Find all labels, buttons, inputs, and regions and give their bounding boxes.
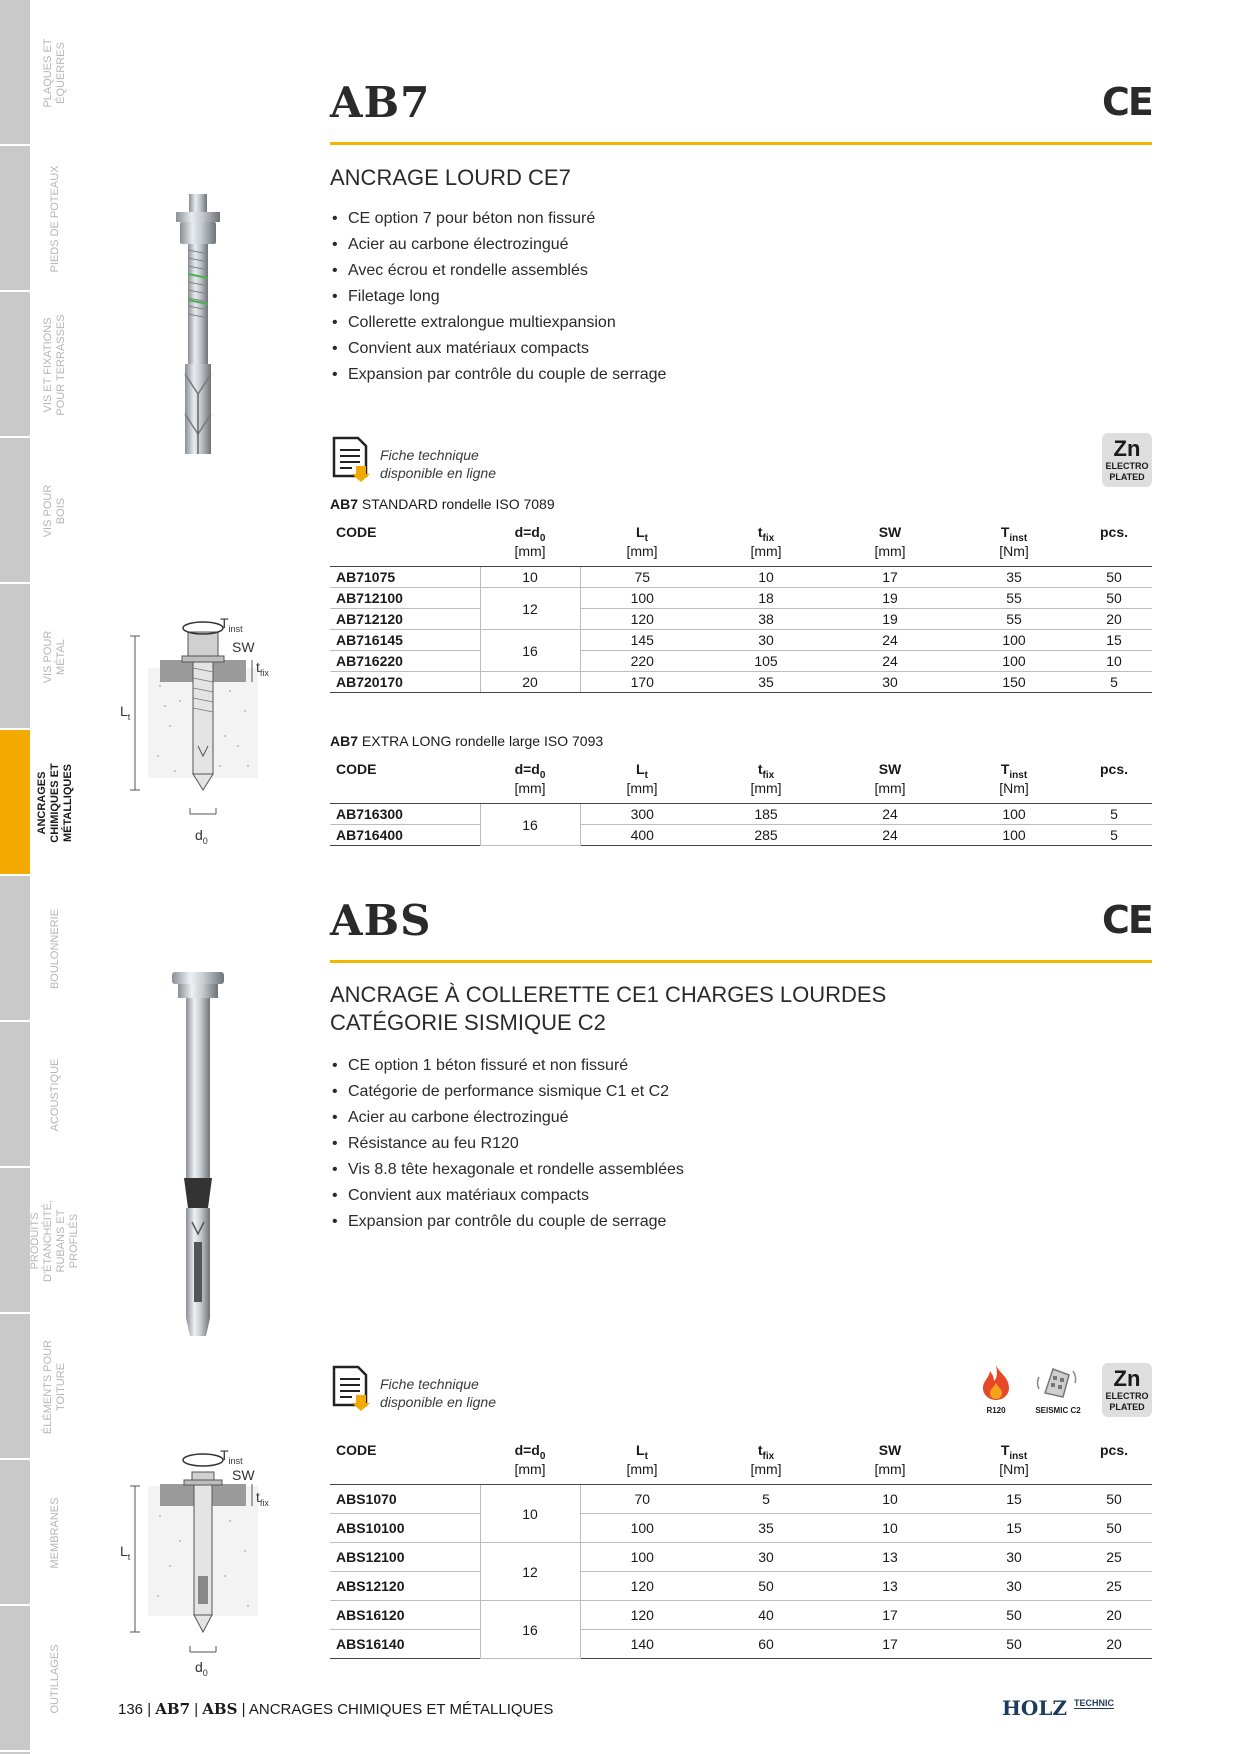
product-code: AB71075 [330, 567, 480, 588]
page-footer [118, 1700, 553, 1718]
category-tab[interactable] [0, 584, 30, 730]
sw-cell: 30 [828, 672, 952, 693]
feature-item: • Catégorie de performance sismique C1 et C2 [332, 1079, 684, 1105]
lt-cell: 75 [580, 567, 704, 588]
ab7-installation-diagram [120, 606, 290, 856]
category-tab-label: PIEDS DE POTEAUX [48, 165, 61, 273]
column-header: $T_{inst}$ [Nm] [952, 522, 1076, 567]
section-rule [330, 960, 1152, 963]
d0-label: $d_0$ [195, 827, 208, 846]
product-code: ABS1070 [330, 1485, 480, 1514]
tfix-cell: 38 [704, 609, 828, 630]
page-number: 136 [118, 1701, 144, 1718]
column-header: $L_t$ [mm] [580, 1440, 704, 1485]
footer-section: ANCRAGES CHIMIQUES ET MÉTALLIQUES [248, 1701, 554, 1718]
column-header: $t_{fix}$ [mm] [704, 522, 828, 567]
tinst-cell: 100 [952, 825, 1076, 846]
abs-table [330, 1440, 1152, 1659]
column-header: CODE [330, 522, 480, 567]
ce-mark: CE [1102, 80, 1152, 124]
diameter-cell: 10 [480, 567, 580, 588]
lt-cell: 70 [580, 1485, 704, 1514]
sheet-text [380, 446, 540, 482]
tinst-cell: 100 [952, 651, 1076, 672]
ab7-standard-table [330, 522, 1152, 693]
category-tab-label: MEMBRANES [48, 1497, 61, 1569]
brand-logo [1002, 1696, 1114, 1720]
pcs-cell: 50 [1076, 1485, 1152, 1514]
fire-resistance-icon [976, 1363, 1016, 1415]
table-row [330, 825, 1152, 846]
sw-cell: 10 [828, 1514, 952, 1543]
separator: | [147, 1701, 152, 1718]
r120-label: R120 [986, 1406, 1006, 1415]
diameter-cell: 16 [480, 1601, 580, 1659]
tfix-cell: 5 [704, 1485, 828, 1514]
category-tab-label: PRODUITS D'ÉTANCHÉITÉ, RUBANS ET PROFILÉS [29, 1200, 80, 1282]
pcs-cell: 20 [1076, 1630, 1152, 1659]
column-header: SW [mm] [828, 1440, 952, 1485]
table-row [330, 567, 1152, 588]
lt-cell: 300 [580, 804, 704, 825]
product-code: ABS12120 [330, 1572, 480, 1601]
table-row [330, 1485, 1152, 1514]
pcs-cell: 25 [1076, 1543, 1152, 1572]
lt-cell: 100 [580, 588, 704, 609]
table-row [330, 1572, 1152, 1601]
column-header: CODE [330, 1440, 480, 1485]
sw-cell: 24 [828, 630, 952, 651]
category-tab[interactable] [0, 1022, 30, 1168]
diameter-cell: 10 [480, 1485, 580, 1543]
product-code: AB716300 [330, 804, 480, 825]
ab7-product-image [168, 194, 228, 460]
pcs-cell: 20 [1076, 1601, 1152, 1630]
ab7-title: AB7 [330, 78, 431, 127]
category-tab-label: ÉLÉMENTS POUR TOITURE [42, 1339, 67, 1435]
feature-item: • Acier au carbone électrozingué [332, 1105, 684, 1131]
pcs-cell: 5 [1076, 804, 1152, 825]
tinst-cell: 50 [952, 1630, 1076, 1659]
product-code: AB716400 [330, 825, 480, 846]
ab7-technical-sheet[interactable] [330, 436, 496, 487]
tinst-cell: 150 [952, 672, 1076, 693]
tinst-cell: 30 [952, 1572, 1076, 1601]
document-download-icon [330, 436, 372, 482]
abs-subtitle-line-1: ANCRAGE À COLLERETTE CE1 CHARGES LOURDES [330, 982, 887, 1007]
category-tab[interactable] [0, 438, 30, 584]
sw-cell: 24 [828, 825, 952, 846]
category-sidebar [0, 0, 30, 1754]
product-code: AB716220 [330, 651, 480, 672]
separator: | [194, 1701, 199, 1718]
pcs-cell: 25 [1076, 1572, 1152, 1601]
feature-item: • Vis 8.8 tête hexagonale et rondelle assemblées [332, 1157, 684, 1183]
product-code: AB716145 [330, 630, 480, 651]
column-header: $t_{fix}$ [mm] [704, 759, 828, 804]
column-header: pcs. [1076, 1440, 1152, 1485]
feature-item: • Filetage long [332, 284, 666, 310]
sw-cell: 24 [828, 804, 952, 825]
abs-subtitle-line-2: CATÉGORIE SISMIQUE C2 [330, 1010, 606, 1035]
product-code: AB720170 [330, 672, 480, 693]
feature-item: • Expansion par contrôle du couple de serrage [332, 1209, 684, 1235]
sw-cell: 10 [828, 1485, 952, 1514]
tinst-cell: 15 [952, 1485, 1076, 1514]
brand-name: HOLZ [1002, 1696, 1067, 1720]
category-tab[interactable] [0, 1314, 30, 1460]
column-header: SW [mm] [828, 759, 952, 804]
lt-label: $L_t$ [120, 703, 131, 722]
lt-cell: 120 [580, 1601, 704, 1630]
category-tab[interactable] [0, 146, 30, 292]
tfix-cell: 40 [704, 1601, 828, 1630]
tfix-cell: 35 [704, 672, 828, 693]
flame-icon [979, 1363, 1013, 1401]
lt-cell: 100 [580, 1543, 704, 1572]
ab7-subtitle: ANCRAGE LOURD CE7 [330, 165, 571, 190]
t-inst-label: $T_{inst}$ [220, 1447, 243, 1466]
feature-item: • Convient aux matériaux compacts [332, 1183, 684, 1209]
lt-cell: 140 [580, 1630, 704, 1659]
product-code: ABS10100 [330, 1514, 480, 1543]
sw-cell: 17 [828, 1630, 952, 1659]
sw-cell: 13 [828, 1572, 952, 1601]
product-code: AB712120 [330, 609, 480, 630]
sheet-line-2: disponible en ligne [380, 1394, 496, 1410]
pcs-cell: 20 [1076, 609, 1152, 630]
tfix-cell: 185 [704, 804, 828, 825]
tfix-cell: 18 [704, 588, 828, 609]
tinst-cell: 55 [952, 588, 1076, 609]
diameter-cell: 16 [480, 804, 580, 846]
column-header: $T_{inst}$ [Nm] [952, 759, 1076, 804]
section-rule [330, 142, 1152, 145]
diameter-cell: 12 [480, 1543, 580, 1601]
category-tab[interactable] [0, 730, 30, 876]
tinst-cell: 35 [952, 567, 1076, 588]
ab7-features-list [332, 206, 666, 388]
feature-item: • Avec écrou et rondelle assemblés [332, 258, 666, 284]
abs-features-list [332, 1053, 684, 1235]
sheet-line-2: disponible en ligne [380, 465, 496, 481]
sw-cell: 17 [828, 567, 952, 588]
seismic-c2-label: SEISMIC C2 [1035, 1406, 1081, 1415]
tfix-cell: 105 [704, 651, 828, 672]
pcs-cell: 10 [1076, 651, 1152, 672]
lt-label: $L_t$ [120, 1543, 131, 1562]
ab7-extralong-label: AB7 EXTRA LONG rondelle large ISO 7093 [330, 733, 604, 749]
lt-cell: 220 [580, 651, 704, 672]
feature-item: • Expansion par contrôle du couple de serrage [332, 362, 666, 388]
lt-cell: 120 [580, 1572, 704, 1601]
category-tab-label: VIS ET FIXATIONS POUR TERRASSES [42, 314, 67, 416]
abs-technical-sheet[interactable] [330, 1365, 496, 1416]
feature-item: • Collerette extralongue multiexpansion [332, 310, 666, 336]
column-header: SW [mm] [828, 522, 952, 567]
product-code: ABS16120 [330, 1601, 480, 1630]
sw-cell: 19 [828, 609, 952, 630]
sw-cell: 17 [828, 1601, 952, 1630]
category-tab-label: VIS POUR MÉTAL [42, 630, 67, 684]
table-row [330, 651, 1152, 672]
sheet-text [380, 1375, 540, 1411]
lt-cell: 145 [580, 630, 704, 651]
category-tab[interactable] [0, 876, 30, 1022]
seismic-building-icon [1035, 1363, 1081, 1401]
abs-product-image [168, 972, 228, 1352]
separator: | [241, 1701, 246, 1718]
sw-cell: 13 [828, 1543, 952, 1572]
pcs-cell: 50 [1076, 588, 1152, 609]
lt-cell: 400 [580, 825, 704, 846]
category-tab-label: BOULONNERIE [48, 908, 61, 990]
pcs-cell: 5 [1076, 672, 1152, 693]
brand-suffix: TECHNIC [1074, 1698, 1114, 1708]
pcs-cell: 5 [1076, 825, 1152, 846]
sw-cell: 19 [828, 588, 952, 609]
category-tab[interactable] [0, 1606, 30, 1752]
tfix-cell: 285 [704, 825, 828, 846]
category-tab[interactable] [0, 0, 30, 146]
column-header: $L_t$ [mm] [580, 759, 704, 804]
column-header: $L_t$ [mm] [580, 522, 704, 567]
diameter-cell: 16 [480, 630, 580, 672]
tfix-cell: 30 [704, 630, 828, 651]
category-tab[interactable] [0, 292, 30, 438]
product-code: ABS16140 [330, 1630, 480, 1659]
tinst-cell: 50 [952, 1601, 1076, 1630]
tinst-cell: 15 [952, 1514, 1076, 1543]
d0-label: $d_0$ [195, 1659, 208, 1678]
feature-item: • CE option 7 pour béton non fissuré [332, 206, 666, 232]
diameter-cell: 12 [480, 588, 580, 630]
t-fix-label: $t_{fix}$ [256, 659, 269, 678]
table-row [330, 804, 1152, 825]
feature-item: • CE option 1 béton fissuré et non fissuré [332, 1053, 684, 1079]
lt-cell: 170 [580, 672, 704, 693]
document-download-icon [330, 1365, 372, 1411]
pcs-cell: 50 [1076, 567, 1152, 588]
abs-subtitle [330, 981, 886, 1037]
ce-mark: CE [1102, 898, 1152, 942]
abs-installation-diagram [120, 1446, 290, 1696]
tinst-cell: 55 [952, 609, 1076, 630]
sheet-line-1: Fiche technique [380, 1376, 479, 1392]
lt-cell: 100 [580, 1514, 704, 1543]
t-inst-label: $T_{inst}$ [220, 615, 243, 634]
column-header: $d=d_0$ [mm] [480, 522, 580, 567]
pcs-cell: 50 [1076, 1514, 1152, 1543]
column-header: $d=d_0$ [mm] [480, 1440, 580, 1485]
sw-cell: 24 [828, 651, 952, 672]
category-tab-label: ANCRAGES CHIMIQUES ET MÉTALLIQUES [35, 763, 74, 843]
table-row [330, 630, 1152, 651]
category-tab-label: PLAQUES ET ÉQUERRES [42, 38, 67, 108]
ab7-extralong-table [330, 759, 1152, 846]
sw-label: SW [232, 1467, 255, 1483]
pcs-cell: 15 [1076, 630, 1152, 651]
feature-item: • Acier au carbone électrozingué [332, 232, 666, 258]
tinst-cell: 30 [952, 1543, 1076, 1572]
tfix-cell: 30 [704, 1543, 828, 1572]
tfix-cell: 50 [704, 1572, 828, 1601]
feature-item: • Convient aux matériaux compacts [332, 336, 666, 362]
column-header: pcs. [1076, 522, 1152, 567]
seismic-icon [1030, 1363, 1086, 1415]
column-header: $d=d_0$ [mm] [480, 759, 580, 804]
category-tab-label: VIS POUR BOIS [42, 484, 67, 538]
column-header: pcs. [1076, 759, 1152, 804]
category-tab-label: OUTILLAGES [48, 1644, 61, 1714]
column-header: CODE [330, 759, 480, 804]
ab7-standard-label: AB7 STANDARD rondelle ISO 7089 [330, 496, 555, 512]
lt-cell: 120 [580, 609, 704, 630]
category-tab[interactable] [0, 1460, 30, 1606]
table-row [330, 609, 1152, 630]
column-header: $t_{fix}$ [mm] [704, 1440, 828, 1485]
t-fix-label: $t_{fix}$ [256, 1489, 269, 1508]
sw-label: SW [232, 639, 255, 655]
table-row [330, 1543, 1152, 1572]
tinst-cell: 100 [952, 630, 1076, 651]
footer-code-abs: ABS [202, 1700, 238, 1718]
table-row [330, 672, 1152, 693]
zn-electroplated-badge: Zn ELECTRO PLATED [1102, 433, 1152, 487]
category-tab-label: ACOUSTIQUE [48, 1058, 61, 1132]
table-row [330, 1630, 1152, 1659]
table-row [330, 1514, 1152, 1543]
sheet-line-1: Fiche technique [380, 447, 479, 463]
footer-code-ab7: AB7 [155, 1700, 191, 1718]
abs-title: ABS [330, 896, 432, 945]
tfix-cell: 35 [704, 1514, 828, 1543]
tfix-cell: 60 [704, 1630, 828, 1659]
table-row [330, 1601, 1152, 1630]
tinst-cell: 100 [952, 804, 1076, 825]
zn-electroplated-badge: Zn ELECTRO PLATED [1102, 1363, 1152, 1417]
feature-item: • Résistance au feu R120 [332, 1131, 684, 1157]
category-tab[interactable] [0, 1168, 30, 1314]
column-header: $T_{inst}$ [Nm] [952, 1440, 1076, 1485]
table-row [330, 588, 1152, 609]
product-code: AB712100 [330, 588, 480, 609]
product-code: ABS12100 [330, 1543, 480, 1572]
diameter-cell: 20 [480, 672, 580, 693]
tfix-cell: 10 [704, 567, 828, 588]
